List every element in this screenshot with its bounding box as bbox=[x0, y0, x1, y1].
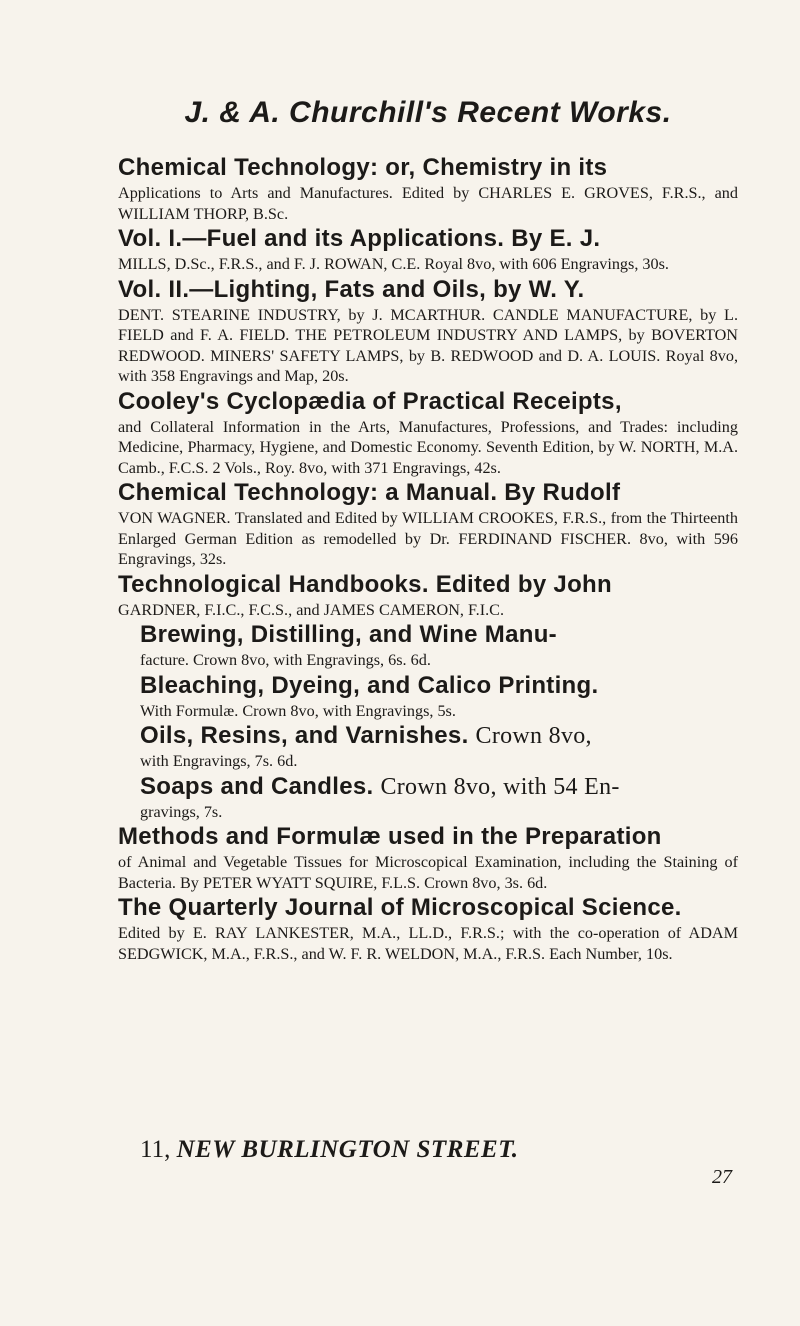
catalogue-entry bbox=[118, 224, 738, 275]
catalogue-subentry bbox=[118, 671, 738, 722]
catalogue-subentry bbox=[118, 620, 738, 671]
entry-body: and Collateral Information in the Arts, Manufactures, Professions, and Trades: including Medicine, Pharmacy, Hygiene, and Domestic Economy. Seventh Edition, by W. NORTH, M.A. Camb., F.C.S. 2 Vols., Roy. 8vo, with 371 Engravings, 42s. bbox=[118, 417, 738, 477]
entry-body: with Engravings, 7s. 6d. bbox=[140, 752, 298, 770]
entry-heading: Bleaching, Dyeing, and Calico Printing. bbox=[140, 671, 599, 699]
catalogue-list bbox=[118, 153, 738, 964]
entry-heading: Vol. II.—Lighting, Fats and Oils, by W. Y. bbox=[118, 275, 585, 303]
entry-body: With Formulæ. Crown 8vo, with Engravings, 5s. bbox=[140, 701, 456, 720]
catalogue-subentry bbox=[118, 721, 738, 772]
entry-body: MILLS, D.Sc., F.R.S., and F. J. ROWAN, C.E. Royal 8vo, with 606 Engravings, 30s. bbox=[118, 255, 669, 273]
street-number: 11, bbox=[140, 1136, 171, 1163]
entry-heading: Brewing, Distilling, and Wine Manu- bbox=[140, 621, 557, 648]
catalogue-entry bbox=[118, 478, 738, 570]
catalogue-entry bbox=[118, 570, 738, 621]
street-name: NEW BURLINGTON STREET. bbox=[176, 1136, 519, 1163]
entry-heading: Chemical Technology: or, Chemistry in its bbox=[118, 154, 608, 181]
entry-heading-line bbox=[118, 772, 738, 802]
entry-heading: Methods and Formulæ used in the Preparation bbox=[118, 823, 662, 850]
entry-heading-line bbox=[118, 721, 738, 751]
entry-heading: Oils, Resins, and Varnishes. bbox=[140, 722, 469, 749]
entry-body: Applications to Arts and Manufactures. Edited by CHARLES E. GROVES, F.R.S., and WILLIAM THORP, B.Sc. bbox=[118, 184, 738, 223]
running-head: J. & A. Churchill's Recent Works. bbox=[184, 96, 672, 129]
entry-body: GARDNER, F.I.C., F.C.S., and JAMES CAMERON, F.I.C. bbox=[118, 600, 505, 619]
publisher-address bbox=[140, 1136, 740, 1164]
catalogue-subentry bbox=[118, 772, 738, 823]
entry-body: of Animal and Vegetable Tissues for Microscopical Examination, including the Staining of Bacteria. By PETER WYATT SQUIRE, F.L.S. Crown 8vo, 3s. 6d. bbox=[118, 853, 738, 892]
page-number: 27 bbox=[712, 1166, 732, 1188]
catalogue-entry bbox=[118, 387, 738, 479]
entry-body: gravings, 7s. bbox=[140, 802, 223, 821]
entry-body: facture. Crown 8vo, with Engravings, 6s. 6d. bbox=[140, 651, 431, 669]
entry-heading-tail: Crown 8vo, bbox=[475, 723, 592, 749]
entry-heading: Technological Handbooks. Edited by John bbox=[118, 570, 612, 598]
entry-heading-tail: Crown 8vo, with 54 En- bbox=[380, 773, 620, 800]
entry-body: Edited by E. RAY LANKESTER, M.A., LL.D., F.R.S.; with the co-operation of ADAM SEDGWICK, M.A., F.R.S., and W. F. R. WELDON, M.A., F.R.S. Each Number, 10s. bbox=[118, 924, 738, 963]
catalogue-entry bbox=[118, 822, 738, 893]
entry-heading: Soaps and Candles. bbox=[140, 772, 374, 800]
entry-heading: Cooley's Cyclopædia of Practical Receipts, bbox=[118, 387, 622, 415]
entry-heading: Vol. I.—Fuel and its Applications. By E. J. bbox=[118, 225, 601, 252]
catalogue-entry bbox=[118, 275, 738, 387]
entry-body: VON WAGNER. Translated and Edited by WILLIAM CROOKES, F.R.S., from the Thirteenth Enlarged German Edition as remodelled by Dr. FERDINAND FISCHER. 8vo, with 596 Engravings, 32s. bbox=[118, 509, 738, 568]
entry-body: DENT. STEARINE INDUSTRY, by J. MCARTHUR. CANDLE MANUFACTURE, by L. FIELD and F. A. FIELD. THE PETROLEUM INDUSTRY AND LAMPS, by BOVERTON REDWOOD. MINERS' SAFETY LAMPS, by B. REDWOOD and D. A. LOUIS. Royal 8vo, with 358 Engravings and Map, 20s. bbox=[118, 305, 738, 385]
entry-heading: The Quarterly Journal of Microscopical Science. bbox=[118, 894, 682, 921]
catalogue-entry bbox=[118, 153, 738, 224]
entry-heading: Chemical Technology: a Manual. By Rudolf bbox=[118, 479, 621, 506]
catalogue-entry bbox=[118, 893, 738, 964]
